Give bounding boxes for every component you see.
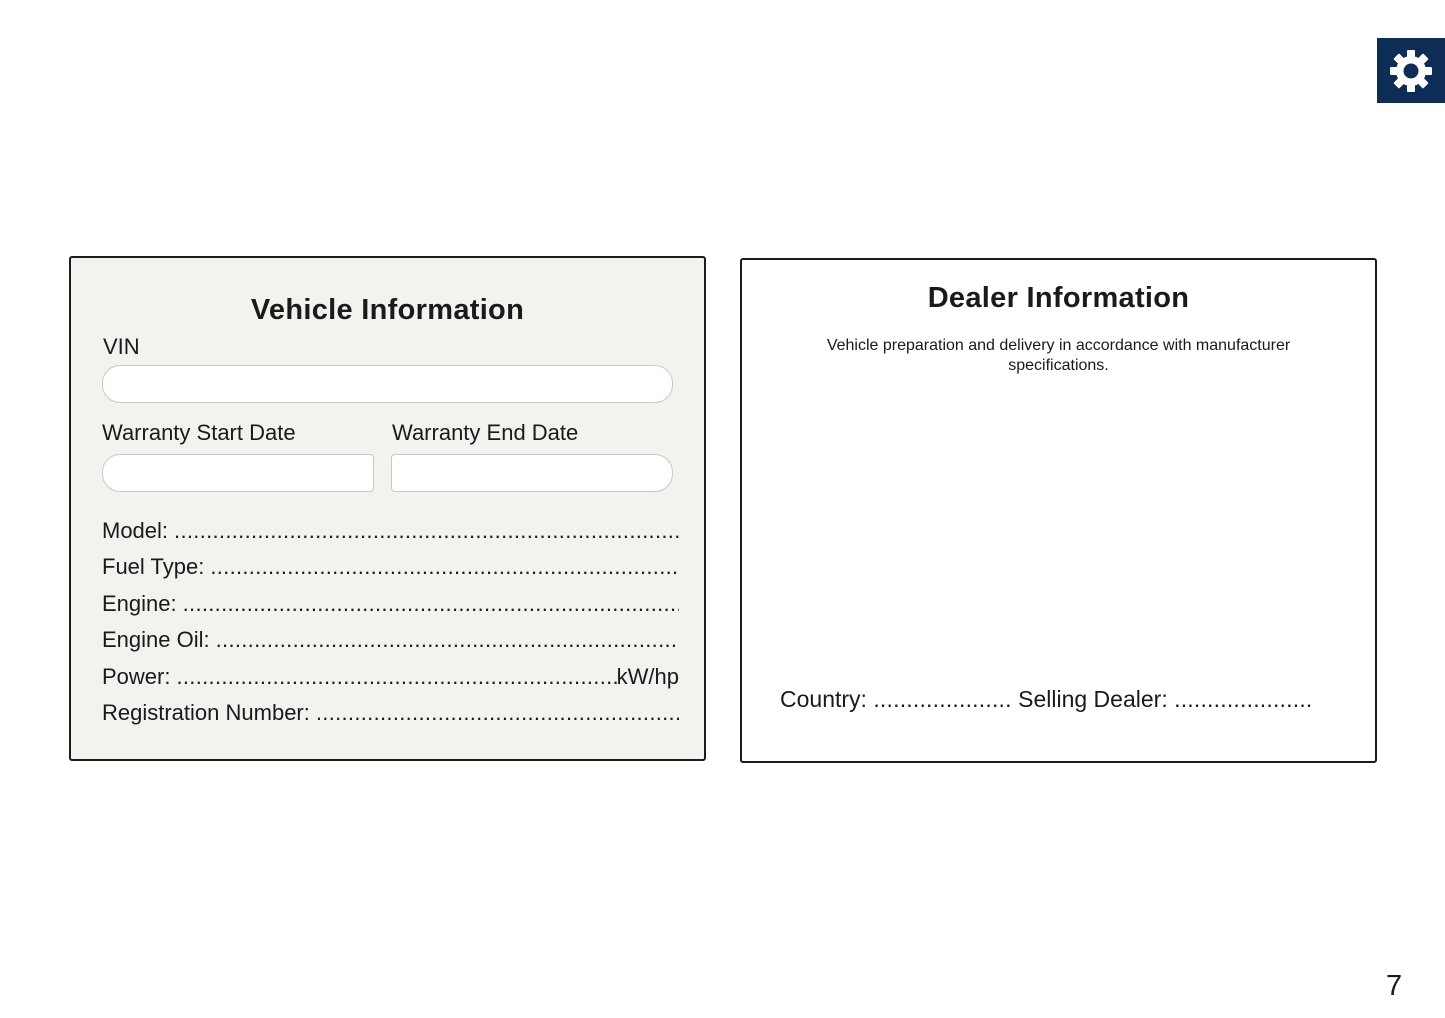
vehicle-information-card [69,256,706,761]
engine-oil-fill-line[interactable] [216,626,679,654]
dealer-information-card [740,258,1377,763]
spec-row-model [102,517,679,553]
gear-icon [1387,47,1435,95]
selling-dealer-fill-line[interactable]: ..................... [1174,686,1313,712]
warranty-end-date-field[interactable] [391,454,673,492]
model-fill-line[interactable] [174,517,679,545]
spec-row-engine [102,590,679,626]
warranty-end-date-label: Warranty End Date [392,420,579,445]
dealer-information-title: Dealer Information [927,282,1190,314]
vehicle-information-title: Vehicle Information [250,294,525,326]
engine-label: Engine: [102,590,177,616]
registration-number-label: Registration Number: [102,699,310,725]
spec-row-registration-number [102,699,679,735]
country-label: Country: [780,686,867,712]
fuel-type-label: Fuel Type: [102,554,205,580]
vin-label: VIN [103,334,140,359]
dealer-subtitle: Vehicle preparation and delivery in accordance with manufacturer specifications. [826,337,1291,374]
selling-dealer-label: Selling Dealer: [1018,686,1168,712]
settings-tab[interactable] [1377,38,1445,103]
page-number: 7 [1386,970,1403,1002]
power-label: Power: [102,663,171,689]
dealer-footer-line [780,686,1340,713]
spec-row-fuel-type [102,553,679,589]
engine-oil-label: Engine Oil: [102,627,210,653]
spec-row-engine-oil [102,626,679,662]
engine-fill-line[interactable] [183,590,679,618]
registration-number-fill-line[interactable] [316,699,679,727]
spec-row-power [102,663,679,699]
vin-field[interactable] [102,365,673,403]
warranty-start-date-field[interactable] [102,454,374,492]
country-fill-line[interactable]: ..................... [873,686,1012,712]
vehicle-spec-list [102,517,679,735]
model-label: Model: [102,518,169,543]
power-unit: kW/hp [616,663,679,689]
power-fill-line[interactable] [176,663,616,691]
fuel-type-fill-line[interactable] [210,553,679,581]
warranty-start-date-label: Warranty Start Date [102,420,296,445]
